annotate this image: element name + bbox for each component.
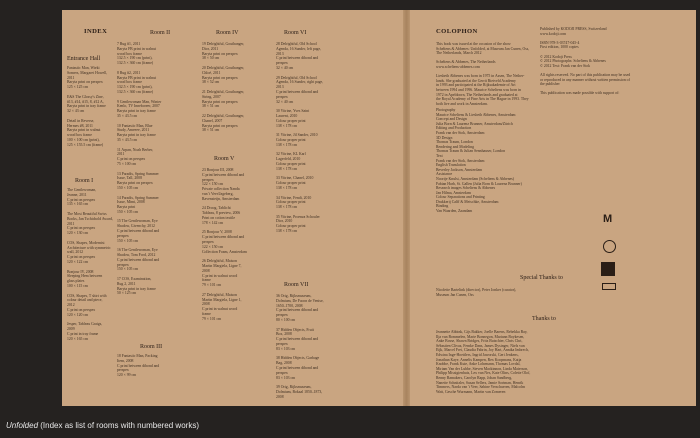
text-line: 16 The Gentlewoman, Eye bbox=[117, 248, 158, 253]
text-line: 26 Delrightful, Maison bbox=[202, 259, 237, 264]
text-line: 38 × 51 cm bbox=[202, 128, 220, 133]
text-line: 1972 in Apeldoorn, The Netherlands and graduated at bbox=[436, 92, 518, 97]
text-line: 138 × 178 cm bbox=[276, 229, 298, 234]
room-v-heading: Room V bbox=[214, 156, 235, 162]
text-line: perspex bbox=[276, 341, 288, 346]
text-line: between 1994 and 1996. Maurice Scheltens was born in bbox=[436, 87, 521, 92]
text-line: 83 × 103 cm bbox=[276, 346, 296, 351]
text-line: Watt, Gesche Wurmann, Martin van Zomeren bbox=[436, 389, 506, 394]
text-line: Liesbeth Abbenes was born in 1975 in Assen, The Nether- bbox=[436, 74, 525, 79]
text-line: © 2012 Photographs: Scheltens & Abbenes bbox=[540, 59, 606, 64]
text-line: Jeannette Abbink, Gijs Bakker, Joelle Barens, Rebekka Bay, bbox=[436, 330, 528, 334]
text-line: Kenlo, TV Inneboreer, 2007 bbox=[117, 104, 160, 109]
text-line: perspex bbox=[117, 368, 129, 373]
text-line: 125 × 125 cm bbox=[67, 85, 89, 90]
text-line: Colour proper print bbox=[276, 200, 306, 205]
text-line: in 1993 and participated at the Rijksakademie of Art bbox=[436, 83, 516, 88]
text-line: 100 × 115 cm bbox=[67, 283, 88, 288]
text-line: Concept and Design bbox=[436, 117, 467, 122]
text-line: Barytа print on perspex bbox=[202, 75, 238, 80]
text-line: Ilja van Bommelen, Marie Bonnegon, Mariann Boykesen, bbox=[436, 334, 525, 339]
caption-title: Unfolded bbox=[6, 421, 39, 430]
text-line: 132.5 × 190 cm (print), bbox=[117, 56, 153, 61]
text-line: 2011 bbox=[67, 221, 75, 226]
text-line: Colour proper print bbox=[276, 118, 306, 123]
text-line: Detail in Reverse, bbox=[67, 118, 95, 123]
text-line: 138 × 178 cm bbox=[276, 142, 298, 147]
text-line: 120 × 99 cm bbox=[117, 373, 137, 378]
index-title: INDEX bbox=[84, 28, 108, 35]
text-line: Martin Margiela, Ligne 7, bbox=[202, 263, 242, 268]
text-line: 8 Rug #2, 2011 bbox=[117, 70, 141, 75]
text-line: E&S The Glossy's Zine, bbox=[67, 94, 104, 99]
text-line: Editing and Production bbox=[436, 126, 472, 131]
text-line: 120 × 120 cm bbox=[67, 312, 89, 317]
text-line: Ravensteijn, Amsterdam bbox=[202, 196, 240, 201]
text-line: Architecture with symmetric bbox=[67, 245, 111, 250]
text-line: 135 × 165 cm bbox=[67, 202, 89, 207]
text-line: © 2012 Text: Frank van der Stok bbox=[540, 63, 591, 68]
text-line: 150 × 105 cm bbox=[117, 238, 139, 243]
text-line: Renny Ramakers, Carolyn Rapp, Johan Sandberg, bbox=[436, 375, 513, 380]
text-line: 138 × 178 cm bbox=[276, 205, 298, 210]
text-line: C print between dibond and bbox=[202, 172, 245, 177]
text-line: 9 Gentlewoman Man, Winter bbox=[117, 99, 162, 104]
text-line: C print on perspex bbox=[67, 255, 96, 260]
text-line: Hermes #8, 2011 bbox=[67, 123, 93, 128]
text-line: Van Waarden, Zaandam bbox=[436, 209, 473, 214]
text-line: 2008 bbox=[276, 394, 284, 399]
text-line: 83 × 103 cm bbox=[276, 375, 296, 380]
text-line: Miriam Van der Lubbe, Steven Mackinnon, Linda Maierson, bbox=[436, 366, 529, 371]
text-line: 138 × 178 cm bbox=[276, 166, 298, 171]
publisher-info bbox=[540, 27, 630, 96]
text-line: 132.5 × 190 cm (print), bbox=[117, 85, 153, 90]
text-line: glass plates bbox=[67, 279, 85, 284]
text-line: Colour Separations and Printing bbox=[436, 195, 485, 200]
text-line: 150 × 105 cm bbox=[117, 267, 139, 272]
text-line: Barytа FB print in walnut bbox=[117, 46, 157, 51]
text-line: C print in walnut wood bbox=[202, 307, 238, 312]
text-line: Item, 2008 bbox=[117, 358, 134, 363]
text-line: Barytа print on perspex bbox=[202, 51, 238, 56]
thanks-list bbox=[436, 330, 530, 394]
text-line: perspex bbox=[276, 313, 288, 318]
text-line: 138 × 178 cm bbox=[276, 185, 298, 190]
text-line: Dior, 2010 bbox=[276, 219, 293, 224]
text-line: Barytа print on perspex bbox=[117, 181, 153, 186]
text-line: 2011 bbox=[117, 152, 125, 157]
text-line: First edition, 1000 copies bbox=[540, 45, 579, 50]
text-line: frame bbox=[202, 311, 211, 316]
text-line: 38 Hidden Objects, Garbage bbox=[276, 356, 320, 361]
text-line: Thomas Traum & Julian Sennhauser, London bbox=[436, 149, 506, 154]
text-line: 13 Paradis, Spring Summer bbox=[117, 171, 159, 176]
text-line: Dior, 2011 bbox=[202, 46, 219, 51]
text-line: 120 × 122 cm bbox=[67, 259, 89, 264]
text-line: 138 × 178 cm bbox=[276, 123, 298, 128]
text-line: Barytа print in walnut bbox=[67, 128, 101, 133]
text-line: Issue, Tall, 2008 bbox=[117, 176, 142, 181]
text-line: 1650–1700, 2008 bbox=[276, 303, 303, 308]
text-line: 122 × 150 cm bbox=[202, 244, 224, 249]
text-line: Edwina Inge-Hoettlers, Ingrid Jaworski, Geri Jenkens, bbox=[436, 352, 519, 357]
text-line: perspex bbox=[117, 262, 129, 267]
text-line: 125 × 155.5 cm (frame) bbox=[67, 142, 104, 147]
text-line: wall, 2012 bbox=[67, 250, 84, 255]
text-line: The Most Beautiful Swiss bbox=[67, 211, 107, 216]
text-line: Martin Margiela, Ligne 1, bbox=[202, 297, 242, 302]
text-line: C print on perspex bbox=[67, 307, 96, 312]
text-line: 2009 bbox=[67, 327, 75, 332]
text-line: C print on perspex bbox=[67, 197, 96, 202]
text-line: 20 Delrightful, Gouthanger, bbox=[202, 65, 245, 70]
text-line: C print between dibond and bbox=[276, 89, 319, 94]
text-line: 17 COS, Examination, bbox=[117, 277, 152, 282]
text-line: This book was issued at the occasion of the show bbox=[436, 42, 511, 46]
text-line: 100 × 100 cm (print), bbox=[67, 137, 100, 142]
text-line: This publication was made possible with support of: bbox=[540, 91, 620, 96]
text-line: Barytа print on perspex bbox=[202, 123, 238, 128]
text-line: Sleeping Hem between bbox=[67, 274, 103, 279]
text-line: Collection Foam, Amsterdam bbox=[202, 249, 247, 254]
text-line: www.scheltens-abbenes.com bbox=[436, 64, 480, 69]
text-line: Frank van der Stok, Amsterdam bbox=[436, 130, 485, 135]
text-line: 25 Bonjour V, 2008 bbox=[202, 230, 232, 235]
text-line: 29 Delrightful, Old School bbox=[276, 75, 317, 80]
text-line: Barytа print in tray frame bbox=[117, 286, 156, 291]
text-line: Eijk, Marcel Frei, Claudia Fabrin, Joy Hart, Annika Imbrech, bbox=[436, 348, 529, 353]
room-iv-list bbox=[202, 42, 244, 133]
text-line: 31 Vitrine, Jil Sander, 2010 bbox=[276, 133, 318, 138]
text-line: 80 × 100 cm bbox=[276, 317, 296, 322]
text-line: 27 Delrightful, Maison bbox=[202, 292, 237, 297]
text-line: 178 × 142 cm bbox=[202, 220, 224, 225]
text-line: 11 Arpan, Noah Berber, bbox=[117, 147, 154, 152]
text-line: 37 Hidden Objects, Fruit bbox=[276, 327, 314, 332]
text-line: Jan Hilma, Amsterdam bbox=[436, 190, 471, 195]
text-line: Barytа print in tray frame bbox=[117, 109, 156, 114]
room-vi-heading: Room VI bbox=[284, 30, 307, 36]
text-line: 36 Orig, Rijksmuseum, bbox=[276, 294, 312, 298]
colophon-intro bbox=[436, 42, 529, 106]
colophon-title: COLOPHON bbox=[436, 28, 478, 35]
text-line: colour detail and piece, bbox=[67, 298, 103, 303]
text-line: C print between dibond and bbox=[276, 337, 319, 342]
text-line: 38 × 50 cm bbox=[202, 56, 220, 61]
text-line: Colour proper print bbox=[276, 137, 306, 142]
text-line: Bonjour IV, 2008 bbox=[67, 269, 94, 274]
text-line: 19 Delrightful, Gouthanger, bbox=[202, 42, 245, 46]
text-line: perspex bbox=[117, 233, 129, 238]
text-line: or reproduced in any manner without written permission of bbox=[540, 77, 630, 82]
text-line: Dolmium, De Facon de Venise, bbox=[276, 298, 324, 303]
text-line: Barytа print on perspex bbox=[202, 99, 238, 104]
text-line: Colour proper print bbox=[276, 161, 306, 166]
text-line: Jesper, Tableau Graigs, bbox=[67, 322, 103, 327]
text-line: Print on cotton textile bbox=[202, 215, 236, 220]
text-line: 23 Bonjour III, 2008 bbox=[202, 168, 234, 172]
text-line: 150 × 105 cm bbox=[117, 209, 139, 214]
text-line: frame bbox=[202, 278, 211, 283]
text-line: Jonathan Kaye, Annelis Kampen, Rex Koopmans, Katja bbox=[436, 357, 522, 362]
book-gutter bbox=[403, 10, 410, 406]
text-line: Knobbe, Frank Kuie, Anke Lohrmann, Thomas Lovdal, bbox=[436, 362, 521, 367]
text-line: Issue, Mimi, 2008 bbox=[117, 200, 145, 205]
room-i-list bbox=[67, 188, 113, 342]
text-line: COS, Shapes, T shirt with bbox=[67, 293, 107, 298]
text-line: Somers, Margaret Howell, bbox=[67, 70, 108, 75]
text-line: 2011 bbox=[67, 75, 75, 80]
text-line: Agenda, 16 Sunder, left page, bbox=[276, 46, 322, 51]
fund-logo-square bbox=[601, 262, 615, 276]
text-line: © 2012 Kodoji Press bbox=[540, 54, 572, 59]
text-line: 3D Design bbox=[436, 135, 453, 140]
text-line: 120 × 165 cm bbox=[67, 336, 89, 341]
text-line: The Netherlands, March 2012 bbox=[436, 51, 482, 56]
text-line: Colour proper print bbox=[276, 181, 306, 186]
text-line: 122 × 150 cm bbox=[202, 182, 224, 187]
text-line: Nicolette Bartelink (director), Peter Jonker (curator), bbox=[436, 288, 517, 292]
text-line: Shadow, Tom Ford, 2012 bbox=[117, 253, 156, 258]
entrance-hall-heading: Entrance Hall bbox=[67, 56, 101, 62]
text-line: Barytа print in tray frame bbox=[67, 104, 106, 109]
text-line: 22 Delrightful, Gouthanger, bbox=[202, 113, 245, 118]
text-line: C print between dibond and bbox=[202, 235, 245, 240]
text-line: Scheltens & Abbenes: Unfolded, at Museum Jan Cunen, Oss, bbox=[436, 46, 530, 51]
text-line: Julia Born & Laurenz Brunner, Amsterdam/Zürich bbox=[436, 121, 513, 126]
room-vii-heading: Room VII bbox=[284, 282, 309, 288]
text-line: C print on perspex bbox=[117, 157, 146, 162]
room-iv-heading: Room IV bbox=[216, 30, 239, 36]
text-line: 35 × 43.5 cm bbox=[117, 113, 138, 118]
text-line: the publisher bbox=[540, 82, 560, 87]
text-line: All rights reserved. No part of this publication may be used bbox=[540, 72, 631, 77]
text-line: 35 Vitrine, Proenza Schouler bbox=[276, 214, 320, 219]
room-ii-heading: Room II bbox=[150, 30, 171, 36]
room-i-heading: Room I bbox=[75, 178, 94, 184]
text-line: 32 Vitrine, KL Karl bbox=[276, 152, 306, 157]
text-line: 28 Delrightful, Old School bbox=[276, 42, 317, 46]
text-line: Laurent, 2010 bbox=[276, 113, 298, 118]
text-line: 50 × 125 cm bbox=[117, 291, 137, 296]
colophon-credits bbox=[436, 108, 522, 214]
text-line: The Gentlewoman, bbox=[67, 188, 97, 192]
text-line: C print between dibond and bbox=[117, 363, 160, 368]
text-line: Bag, 2008 bbox=[276, 361, 292, 366]
text-line: 32 × 43 cm bbox=[67, 109, 85, 114]
text-line: 38 × 52 cm bbox=[202, 80, 220, 85]
text-line: Tableau, 8 preview, 2006 bbox=[202, 211, 241, 216]
book-spread bbox=[62, 10, 696, 406]
text-line: wood box frame bbox=[117, 80, 142, 85]
text-line: Research images Scheltens & Abbenes bbox=[436, 186, 496, 191]
text-line: van 't Veer/Jageberg, bbox=[202, 191, 234, 196]
text-line: #13, #14, #15, 8, #12 A, bbox=[67, 99, 104, 104]
text-line: Photography bbox=[436, 108, 456, 112]
text-line: perspex bbox=[276, 94, 288, 99]
room-iii-heading: Room III bbox=[140, 344, 163, 350]
text-line: COS, Shapes, Modernist bbox=[67, 240, 105, 245]
text-line: Fantastic Man, Wieki bbox=[67, 66, 100, 70]
text-line: Barytа print in tray frame bbox=[117, 133, 156, 138]
text-line: Museum Jan Cunen, Oss bbox=[436, 292, 474, 297]
room-v-list bbox=[202, 168, 247, 322]
text-line: String, 2007 bbox=[202, 94, 221, 99]
text-line: 7 Rug #1, 2011 bbox=[117, 42, 141, 46]
text-line: wood box frame bbox=[117, 51, 142, 56]
text-line: Lagerfeld, 2010 bbox=[276, 157, 301, 162]
text-line: 15 The Gentlewoman, Eye bbox=[117, 219, 158, 224]
text-line: 2013 bbox=[276, 51, 284, 56]
room-vi-list bbox=[276, 42, 323, 234]
text-line: Timmers, Narda van 't Veer, Sabine Verschueren, Malcolm bbox=[436, 385, 526, 390]
text-line: Barytа print on perspex bbox=[67, 80, 103, 85]
text-line: Noortje Knulst, Amsterdam (Scheltens & Abbenes) bbox=[436, 176, 515, 181]
text-line: Barytа FB print in walnut bbox=[117, 75, 157, 80]
text-line: Anke Bosse, Shawn Bridges, Fritz Butschier, Chris Chri, bbox=[436, 339, 523, 344]
text-line: 33 Vitrine, Chanel, 2010 bbox=[276, 176, 314, 181]
text-line: Jeanne, 2011 bbox=[67, 192, 87, 197]
text-line: 2008 bbox=[202, 268, 210, 273]
text-line: 132.5 × 360 cm (frame) bbox=[117, 89, 154, 94]
text-line: C print between dibond and bbox=[276, 365, 319, 370]
text-line: Private collection Nanda bbox=[202, 187, 240, 192]
fund-logo-small bbox=[602, 283, 616, 290]
text-line: 39 Orig, Rijksmuseum, bbox=[276, 385, 312, 390]
text-line: Thomas Traum, London bbox=[436, 140, 473, 145]
text-line: 24 Droog, Tablicht bbox=[202, 206, 231, 211]
museum-logo: M bbox=[603, 213, 613, 225]
text-line: Chloé, 2011 bbox=[202, 70, 221, 75]
caption-text: (Index as list of rooms with numbered works) bbox=[38, 421, 199, 430]
text-line: Books, Jan Tschichold Award, bbox=[67, 216, 113, 221]
text-line: C print between dibond and bbox=[117, 257, 160, 262]
text-line: Assistance bbox=[436, 172, 453, 177]
text-line: ISBN 978-3-03747-045-4 bbox=[540, 40, 580, 45]
text-line: 34 Vitrine, Fendi, 2010 bbox=[276, 195, 312, 200]
text-line: perspex bbox=[202, 177, 214, 182]
text-line: Binding bbox=[436, 204, 449, 209]
text-line: Dolmium, Bokaal 1850–1873, bbox=[276, 389, 323, 394]
fund-logo-round bbox=[603, 240, 616, 253]
text-line: Text bbox=[436, 153, 443, 158]
text-line: 75 × 100 cm bbox=[117, 161, 137, 166]
text-line: wood box frame bbox=[67, 133, 92, 138]
text-line: Sébastien Clivaz, Femke Dans, James Dysinger, Niels van bbox=[436, 343, 525, 348]
text-line: Colour proper print bbox=[276, 224, 306, 229]
text-line: both live and work in Amsterdam. bbox=[436, 101, 488, 106]
text-line: 2008 bbox=[202, 302, 210, 307]
text-line: Fabian Harb, St. Gallen (Julia Born & Laurenz Brunner) bbox=[436, 181, 522, 186]
text-line: 18 Fantastic Man, Packing bbox=[117, 354, 158, 358]
text-line: Maurice Scheltens & Liesbeth Abbenes, Amsterdam bbox=[436, 112, 516, 117]
text-line: Nanette Schnitzler, Susan Sellers, Jamie Sortman, Henrik bbox=[436, 380, 524, 385]
text-line: Shadow, Givenchy, 2012 bbox=[117, 224, 155, 229]
text-line: Philipp Missigienhuis, Lex van Nes, Kate Olins, Colette Olof, bbox=[436, 371, 531, 376]
text-line: 35 × 43.5 cm bbox=[117, 137, 138, 142]
text-line: 150 × 105 cm bbox=[117, 185, 139, 190]
text-line: 32 × 40 cm bbox=[276, 65, 294, 70]
text-line: 32 × 40 cm bbox=[276, 99, 294, 104]
text-line: C print between dibond and bbox=[117, 229, 160, 234]
text-line: Published by KODOJI PRESS, Switzerland bbox=[540, 27, 607, 31]
text-line: Frank van der Stok, Amsterdam bbox=[436, 158, 485, 163]
text-line: C print in tray frame bbox=[67, 331, 99, 336]
special-thanks-heading: Special Thanks to bbox=[520, 275, 563, 281]
special-thanks-list bbox=[436, 288, 516, 297]
text-line: www.kodoji.com bbox=[540, 31, 567, 36]
text-line: 132.5 × 360 cm (frame) bbox=[117, 61, 154, 66]
text-line: 10 Fantastic Man, Blue bbox=[117, 123, 153, 128]
text-line: 120 × 130 cm bbox=[67, 231, 89, 236]
room-vii-list bbox=[276, 294, 324, 400]
text-line: Rug 2, 2011 bbox=[117, 281, 136, 286]
text-line: 2013 bbox=[276, 85, 284, 90]
text-line: Box, 2008 bbox=[276, 332, 292, 337]
room-iii-list bbox=[117, 354, 159, 378]
text-line: perspex bbox=[276, 61, 288, 66]
text-line: C print in walnut wood bbox=[202, 273, 238, 278]
room-ii-list bbox=[117, 42, 161, 296]
text-line: perspex bbox=[202, 239, 214, 244]
text-line: 21 Delrightful, Gouthanger, bbox=[202, 89, 245, 94]
text-line: C print between dibond and bbox=[276, 56, 319, 61]
text-line: Agenda, 16 Sunder, right page, bbox=[276, 80, 324, 85]
text-line: 30 Vitrine, Yves Saint bbox=[276, 109, 310, 114]
text-line: 2012 bbox=[67, 303, 75, 308]
text-line: Study, Ameeee, 2011 bbox=[117, 128, 150, 133]
text-line: 38 × 51 cm bbox=[202, 104, 220, 109]
text-line: 79 × 101 cm bbox=[202, 316, 222, 321]
text-line: 14 Paradis, Spring Summer bbox=[117, 195, 159, 200]
text-line: Scheltens & Abbenes, The Netherlands bbox=[436, 60, 496, 65]
text-line: lands. She graduated at the Gerrit Rietveld Academy bbox=[436, 78, 516, 83]
text-line: C print between dibond and bbox=[276, 308, 319, 313]
text-line: 79 × 101 cm bbox=[202, 283, 222, 288]
thanks-heading: Thanks to bbox=[532, 316, 556, 322]
text-line: English Translation bbox=[436, 163, 466, 168]
entrance-hall-list bbox=[67, 66, 107, 148]
text-line: Drukkerij Calff & Meischke, Amsterdam bbox=[436, 199, 499, 204]
text-line: Rendering and Modeling bbox=[436, 144, 474, 149]
text-line: the Royal Academy of Fine Arts in The Hague in 1993. They bbox=[436, 97, 529, 102]
text-line: Beverley Jackson, Amsterdam bbox=[436, 167, 483, 172]
image-caption bbox=[6, 421, 199, 430]
text-line: C print on perspex bbox=[67, 226, 96, 231]
text-line: perspex bbox=[276, 370, 288, 375]
text-line: Barytа print bbox=[117, 205, 136, 210]
text-line: Chanel, 2007 bbox=[202, 118, 223, 123]
